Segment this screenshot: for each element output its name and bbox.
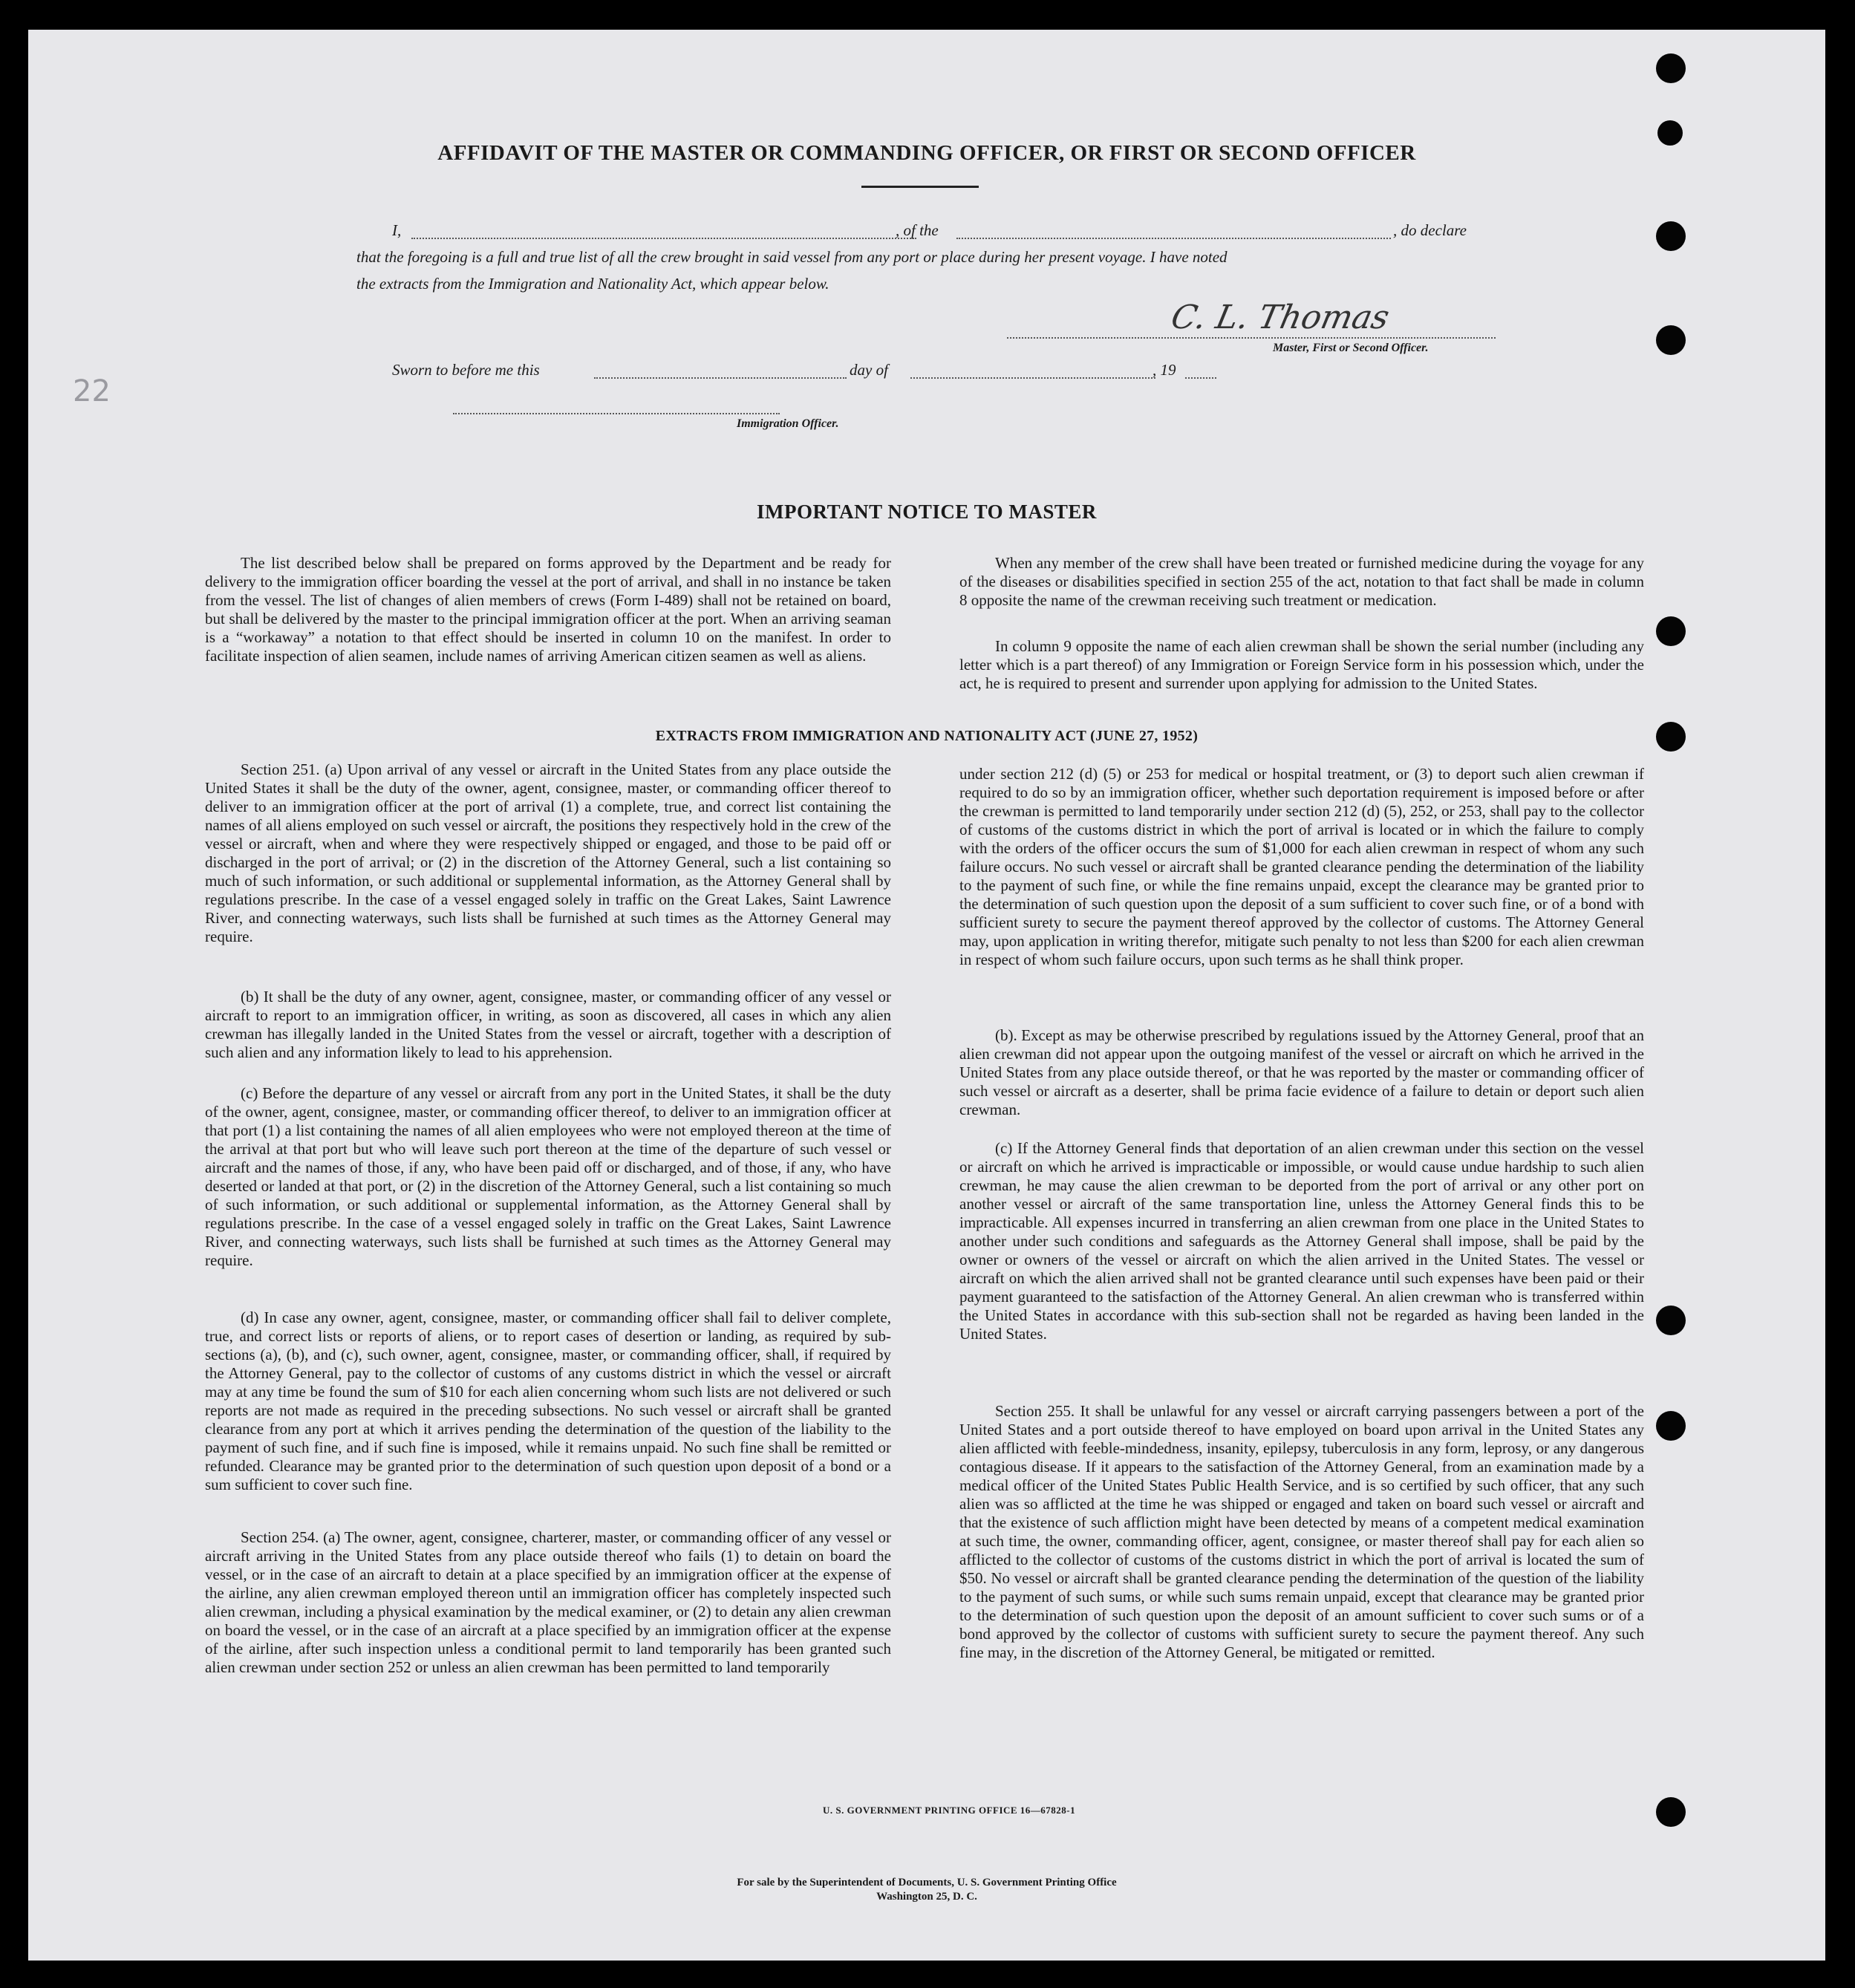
- declarant-name-field[interactable]: [411, 238, 916, 239]
- section-251b: (b) It shall be the duty of any owner, agent, consignee, master, or commanding officer of any vessel or aircraft to report to an immigration officer, in writing, as soon as discovered, all cases in which any alien crewman has illegally landed in the United States from the vessel or aircraft, together with a description of such alien and any information likely to lead to his apprehension.: [205, 988, 891, 1061]
- punch-hole: [1656, 616, 1686, 646]
- sworn-month-field[interactable]: [910, 377, 1155, 379]
- officer-caption: Immigration Officer.: [737, 417, 839, 430]
- printing-office-line: U. S. GOVERNMENT PRINTING OFFICE 16—67828-1: [823, 1805, 1076, 1816]
- punch-hole: [1656, 221, 1686, 251]
- section-254c: (c) If the Attorney General finds that deportation of an alien crewman under this section on the vessel or aircraft on which he arrived is impracticable or impossible, or would cause undue hardship to such alien crewman, he may cause the alien crewman to be deported from the port of arrival or any other port on another vessel or aircraft of the same transportation line, unless the Attorney General finds this to be impracticable. All expenses incurred in transferring an alien crewman from one place in the United States to another under such conditions and safeguards as the Attorney General shall impose, shall be paid by the owner or owners of the vessel or aircraft on which the alien arrived in the United States. The vessel or aircraft on which the alien arrived shall not be granted clearance until such expenses have been paid or their payment guaranteed to the satisfaction of the Attorney General. An alien crewman who is transferred within the United States in accordance with this sub-section shall not be regarded as having been landed in the United States.: [959, 1139, 1644, 1343]
- notice-title: IMPORTANT NOTICE TO MASTER: [757, 501, 1097, 523]
- vessel-label: , of the: [896, 221, 939, 239]
- signature-line: [1007, 337, 1496, 339]
- declarant-label: I,: [392, 221, 402, 239]
- affidavit-statement-cont: the extracts from the Immigration and Nationality Act, which appear below.: [356, 275, 829, 293]
- section-255: Section 255. It shall be unlawful for any vessel or aircraft carrying passengers between a port of the United States and a port outside thereof to have employed on board upon arrival in the United States any alien afflicted with feeble-mindedness, insanity, epilepsy, tuberculosis in any form, leprosy, or any dangerous contagious disease. If it appears to the satisfaction of the Attorney General, from an examination made by a medical officer of the United States Public Health Service, and is so certified by such officer, that any such alien was so afflicted at the time he was shipped or engaged and taken on board such vessel or aircraft and that the existence of such affliction might have been detected by means of a competent medical examination at such time, the owner, commanding officer, agent, consignee, or master thereof shall pay for each alien so afflicted to the collector of customs of the customs district in which the port of arrival is located the sum of $50. No vessel or aircraft shall be granted clearance pending the determination of the question of the liability to the payment of such sums, or while such sums remain unpaid, except that clearance may be granted prior to the determination of such question upon the deposit of an amount sufficient to cover such sums or of a bond approved by the collector of customs with sufficient surety to secure the payment thereof. Any such fine may, in the discretion of the Attorney General, be mitigated or remitted.: [959, 1402, 1644, 1661]
- affidavit-title: AFFIDAVIT OF THE MASTER OR COMMANDING OFFICER, OR FIRST OR SECOND OFFICER: [437, 141, 1416, 165]
- sale-line-1: For sale by the Superintendent of Documents, U. S. Government Printing Office: [737, 1877, 1117, 1888]
- section-254a: Section 254. (a) The owner, agent, consignee, charterer, master, or commanding officer of any vessel or aircraft arriving in the United States from any place outside thereof who fails (1) to detain on board the vessel, or in the case of an aircraft to detain at a place specified by an immigration officer at the expense of the airline, any alien crewman employed thereon until an immigration officer has completely inspected such alien crewman, including a physical examination by the medical examiner, or (2) to detain any alien crewman on board the vessel, or in the case of an aircraft at a place specified by an immigration officer at the expense of the airline, after such inspection unless a conditional permit to land temporarily has been granted such alien crewman under section 252 or unless an alien crewman has been permitted to land temporarily: [205, 1528, 891, 1676]
- officer-signature-line: [453, 413, 780, 414]
- extracts-title: EXTRACTS FROM IMMIGRATION AND NATIONALITY ACT (JUNE 27, 1952): [655, 728, 1199, 744]
- punch-hole: [1656, 1411, 1686, 1441]
- declare-label: , do declare: [1393, 221, 1467, 239]
- notice-right-paragraph-1: When any member of the crew shall have been treated or furnished medicine during the voyage for any of the diseases or disabilities specified in section 255 of the act, notation to that fact shall be made in column 8 opposite the name of the crewman receiving such treatment or medication.: [959, 554, 1644, 609]
- sworn-label: Sworn to before me this: [392, 361, 540, 379]
- punch-hole: [1656, 53, 1686, 83]
- affidavit-statement: that the foregoing is a full and true list of all the crew brought in said vessel from any port or place during her present voyage. I have noted: [356, 248, 1228, 266]
- punch-hole: [1656, 1797, 1686, 1827]
- sworn-day-field[interactable]: [594, 377, 847, 379]
- section-254a-cont: under section 212 (d) (5) or 253 for medical or hospital treatment, or (3) to deport such alien crewman if required to do so by an immigration officer, whether such deportation requirement is imposed before or after the crewman is permitted to land temporarily under section 212 (d) (5), 252, or 253, shall pay to the collector of customs of the customs district in which the port of arrival is located or in which the failure to comply with the orders of the officer occurs the sum of $1,000 for each alien crewman in respect of whom any such failure occurs. No such vessel or aircraft shall be granted clearance pending the determination of the liability to the payment of such fine, or while the fine remains unpaid, except the clearance may be granted prior to the determination of such question upon the deposit of a sum sufficient to cover such fine, or of a bond with sufficient surety to secure the payment thereof approved by the collector of customs. The Attorney General may, upon application in writing therefor, mitigate such penalty to not less than $200 for each alien crewman in respect of whom such failure occurs, upon such terms as he shall think proper.: [959, 765, 1644, 968]
- section-251a: Section 251. (a) Upon arrival of any vessel or aircraft in the United States from any place outside the United States it shall be the duty of the owner, agent, consignee, master, or commanding officer thereof to deliver to an immigration officer at the port of arrival (1) a complete, true, and correct list containing the names of all aliens employed on such vessel or aircraft, the positions they respectively hold in the crew of the vessel or aircraft, when and where they were respectively shipped or engaged, and those to be paid off or discharged in the port of arrival; or (2) in the discretion of the Attorney General, such a list containing so much of such information, or such additional or supplemental information, as the Attorney General shall by regulations prescribe. In the case of a vessel engaged solely in traffic on the Great Lakes, Saint Lawrence River, and connecting waterways, such lists shall be furnished at such times as the Attorney General may require.: [205, 760, 891, 945]
- vessel-name-field[interactable]: [956, 238, 1391, 239]
- section-254b: (b). Except as may be otherwise prescribed by regulations issued by the Attorney General, proof that an alien crewman did not appear upon the outgoing manifest of the vessel or aircraft on which he arrived in the United States from any place outside thereof, or that he was reported by the master or commanding officer of such vessel or aircraft as a deserter, shall be prima facie evidence of a failure to detain or deport such alien crewman.: [959, 1026, 1644, 1118]
- punch-hole: [1656, 1306, 1686, 1335]
- document-page: [28, 30, 1825, 1961]
- year-label: , 19: [1153, 361, 1176, 379]
- day-of-label: day of: [850, 361, 888, 379]
- sale-line-2: Washington 25, D. C.: [876, 1891, 977, 1903]
- notice-right-paragraph-2: In column 9 opposite the name of each alien crewman shall be shown the serial number (including any letter which is a part thereof) of any Immigration or Foreign Service form in his possession which, under the act, he is required to present and surrender upon applying for admission to the United States.: [959, 637, 1644, 692]
- punch-hole: [1656, 325, 1686, 355]
- sworn-year-field[interactable]: [1185, 377, 1216, 379]
- master-signature: C. L. Thomas: [1167, 299, 1393, 336]
- signer-caption: Master, First or Second Officer.: [1273, 342, 1429, 354]
- page-number-mark: 22: [73, 374, 111, 408]
- section-251c: (c) Before the departure of any vessel or aircraft from any port in the United States, it shall be the duty of the owner, agent, consignee, master, or commanding officer thereof, to deliver to an immigration officer at that port (1) a list containing the names of all alien employees who were not employed thereon at the time of the arrival at that port but who will leave such port thereon at the time of the departure of such vessel or aircraft and the names of those, if any, who have been paid off or discharged, and of those, if any, who have deserted or landed at that port, or (2) in the discretion of the Attorney General, such a list containing so much of such information, or such additional or supplemental information, as the Attorney General shall by regulations prescribe. In the case of a vessel engaged solely in traffic on the Great Lakes, Saint Lawrence River, and connecting waterways, such lists shall be furnished at such times as the Attorney General may require.: [205, 1084, 891, 1269]
- notice-left-paragraph: The list described below shall be prepared on forms approved by the Department and be ready for delivery to the immigration officer boarding the vessel at the port of arrival, and shall in no instance be taken from the vessel. The list of changes of alien members of crews (Form I-489) shall not be retained on board, but shall be delivered by the master to the principal immigration officer at the port. When an arriving seaman is a “workaway” a notation to that effect should be inserted in column 10 on the manifest. In order to facilitate inspection of alien seamen, include names of arriving American citizen seamen as well as aliens.: [205, 554, 891, 665]
- section-251d: (d) In case any owner, agent, consignee, master, or commanding officer shall fail to deliver complete, true, and correct lists or reports of aliens, or to report cases of desertion or landing, as required by sub-sections (a), (b), and (c), such owner, agent, consignee, master, or commanding officer, shall, if required by the Attorney General, pay to the collector of customs of any customs district in which the vessel or aircraft may at any time be found the sum of $10 for each alien concerning whom such lists are not delivered or such reports are not made as required in the preceding subsections. No such vessel or aircraft shall be granted clearance from any port at which it arrives pending the determination of the question of the liability to the payment of such fine, and if such fine is imposed, while it remains unpaid. No such fine shall be remitted or refunded. Clearance may be granted prior to the determination of such question upon deposit of a bond or a sum sufficient to cover such fine.: [205, 1309, 891, 1493]
- title-rule: [861, 186, 979, 188]
